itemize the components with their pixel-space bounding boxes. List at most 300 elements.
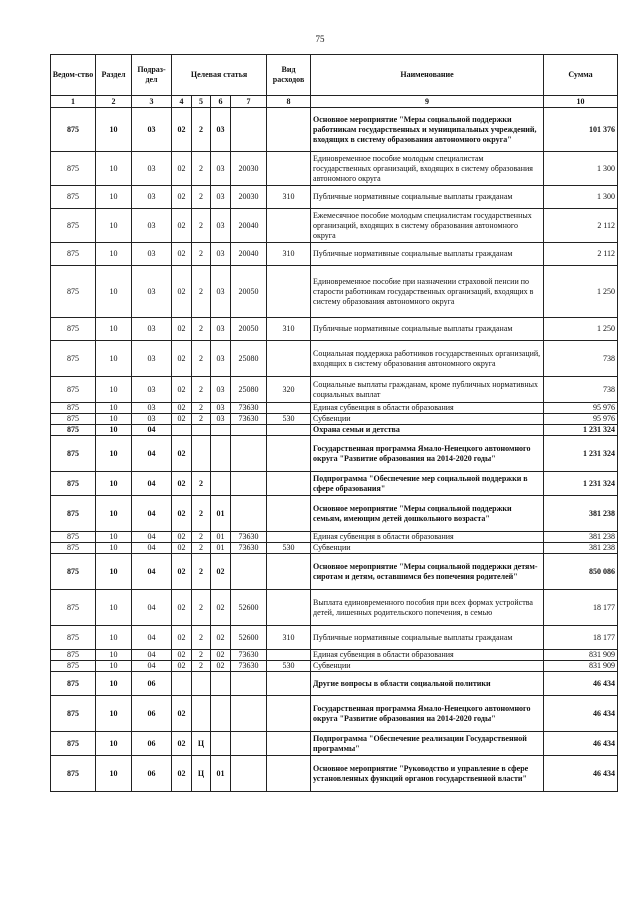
table-row (51, 318, 618, 341)
cell-target-event: 02 (211, 661, 231, 672)
cell-vid-raskhodov (267, 108, 311, 152)
cell-target-direction: 73630 (231, 543, 267, 554)
cell-target-program: 02 (172, 626, 192, 650)
col-number: 9 (311, 96, 544, 108)
cell-target-program (172, 425, 192, 436)
cell-razdel: 10 (96, 108, 132, 152)
table-row (51, 756, 618, 792)
cell-podrazdel: 03 (132, 152, 172, 186)
col-number: 3 (132, 96, 172, 108)
cell-naimenovanie: Подпрограмма "Обеспечение мер социальной поддержки в сфере образования" (311, 472, 544, 496)
cell-podrazdel: 04 (132, 472, 172, 496)
table-row (51, 186, 618, 209)
cell-target-subprogram: 2 (192, 590, 211, 626)
cell-target-direction: 73630 (231, 403, 267, 414)
cell-target-subprogram: 2 (192, 650, 211, 661)
cell-target-subprogram (192, 672, 211, 696)
cell-vid-raskhodov: 530 (267, 661, 311, 672)
table-row (51, 377, 618, 403)
cell-target-program: 02 (172, 696, 192, 732)
cell-target-subprogram: 2 (192, 496, 211, 532)
cell-target-subprogram: 2 (192, 377, 211, 403)
cell-vid-raskhodov: 310 (267, 318, 311, 341)
cell-naimenovanie: Подпрограмма "Обеспечение реализации Государственной программы" (311, 732, 544, 756)
cell-target-direction: 20030 (231, 186, 267, 209)
cell-summa: 1 250 (544, 266, 618, 318)
cell-vid-raskhodov (267, 590, 311, 626)
cell-vid-raskhodov (267, 756, 311, 792)
cell-summa: 46 434 (544, 756, 618, 792)
cell-summa: 1 231 324 (544, 425, 618, 436)
cell-target-event: 02 (211, 650, 231, 661)
cell-target-subprogram: 2 (192, 108, 211, 152)
cell-razdel: 10 (96, 472, 132, 496)
cell-summa: 1 300 (544, 152, 618, 186)
cell-target-direction: 25080 (231, 341, 267, 377)
cell-target-event: 02 (211, 626, 231, 650)
cell-podrazdel: 04 (132, 425, 172, 436)
cell-razdel: 10 (96, 661, 132, 672)
cell-target-direction: 52600 (231, 626, 267, 650)
cell-summa: 46 434 (544, 672, 618, 696)
cell-target-subprogram: 2 (192, 554, 211, 590)
col-number: 2 (96, 96, 132, 108)
cell-razdel: 10 (96, 318, 132, 341)
cell-target-program: 02 (172, 650, 192, 661)
cell-vedomstvo: 875 (51, 377, 96, 403)
cell-target-direction: 73630 (231, 661, 267, 672)
col-number: 8 (267, 96, 311, 108)
cell-target-subprogram: Ц (192, 756, 211, 792)
cell-podrazdel: 03 (132, 403, 172, 414)
cell-podrazdel: 03 (132, 318, 172, 341)
cell-vid-raskhodov (267, 152, 311, 186)
cell-razdel: 10 (96, 650, 132, 661)
cell-podrazdel: 04 (132, 436, 172, 472)
cell-vid-raskhodov (267, 554, 311, 590)
col-number: 6 (211, 96, 231, 108)
cell-target-direction (231, 732, 267, 756)
cell-summa: 2 112 (544, 243, 618, 266)
table-row (51, 543, 618, 554)
header-naimenovanie: Наименование (311, 55, 544, 96)
cell-naimenovanie: Основное мероприятие "Руководство и управление в сфере установленных функций органов государственной власти" (311, 756, 544, 792)
cell-target-program: 02 (172, 403, 192, 414)
cell-target-direction: 20050 (231, 318, 267, 341)
cell-target-event: 03 (211, 266, 231, 318)
cell-naimenovanie: Публичные нормативные социальные выплаты гражданам (311, 318, 544, 341)
cell-vedomstvo: 875 (51, 243, 96, 266)
table-row (51, 108, 618, 152)
cell-vid-raskhodov (267, 403, 311, 414)
cell-target-direction: 52600 (231, 590, 267, 626)
cell-naimenovanie: Единовременное пособие при назначении страховой пенсии по старости работникам государственных организаций, входящих в систему образования автономного округа (311, 266, 544, 318)
cell-summa: 738 (544, 377, 618, 403)
table-row (51, 554, 618, 590)
cell-target-event: 01 (211, 543, 231, 554)
cell-target-direction: 20030 (231, 152, 267, 186)
table-row (51, 650, 618, 661)
cell-podrazdel: 03 (132, 108, 172, 152)
cell-vedomstvo: 875 (51, 756, 96, 792)
header-celevaya-statya: Целевая статья (172, 55, 267, 96)
header-razdel: Раздел (96, 55, 132, 96)
cell-naimenovanie: Государственная программа Ямало-Ненецкого автономного округа "Развитие образования на 2014-2020 годы" (311, 436, 544, 472)
cell-podrazdel: 03 (132, 243, 172, 266)
cell-target-program: 02 (172, 108, 192, 152)
cell-vedomstvo: 875 (51, 626, 96, 650)
cell-podrazdel: 04 (132, 532, 172, 543)
table-row (51, 341, 618, 377)
table-row (51, 696, 618, 732)
cell-naimenovanie: Единая субвенция в области образования (311, 403, 544, 414)
cell-podrazdel: 04 (132, 590, 172, 626)
cell-razdel: 10 (96, 732, 132, 756)
cell-target-direction (231, 496, 267, 532)
cell-naimenovanie: Субвенции (311, 661, 544, 672)
cell-vid-raskhodov (267, 436, 311, 472)
cell-target-event: 03 (211, 209, 231, 243)
cell-target-event: 03 (211, 341, 231, 377)
cell-target-direction: 73630 (231, 650, 267, 661)
cell-vid-raskhodov (267, 650, 311, 661)
cell-summa: 18 177 (544, 590, 618, 626)
cell-target-direction: 20040 (231, 243, 267, 266)
cell-vid-raskhodov (267, 266, 311, 318)
cell-podrazdel: 06 (132, 696, 172, 732)
cell-vedomstvo: 875 (51, 732, 96, 756)
cell-target-program: 02 (172, 532, 192, 543)
cell-vedomstvo: 875 (51, 209, 96, 243)
cell-razdel: 10 (96, 756, 132, 792)
table-body (51, 108, 618, 792)
cell-summa: 1 231 324 (544, 436, 618, 472)
col-number: 4 (172, 96, 192, 108)
cell-podrazdel: 03 (132, 414, 172, 425)
table-row (51, 590, 618, 626)
cell-target-subprogram: 2 (192, 661, 211, 672)
cell-vedomstvo: 875 (51, 403, 96, 414)
cell-podrazdel: 04 (132, 650, 172, 661)
cell-naimenovanie: Субвенции (311, 414, 544, 425)
cell-vedomstvo: 875 (51, 318, 96, 341)
table-row (51, 425, 618, 436)
cell-target-direction (231, 436, 267, 472)
cell-razdel: 10 (96, 152, 132, 186)
cell-target-subprogram: 2 (192, 403, 211, 414)
cell-target-subprogram: 2 (192, 543, 211, 554)
cell-target-subprogram: 2 (192, 626, 211, 650)
cell-summa: 18 177 (544, 626, 618, 650)
cell-target-subprogram (192, 696, 211, 732)
column-number-row (51, 96, 618, 108)
cell-vedomstvo: 875 (51, 472, 96, 496)
cell-summa: 46 434 (544, 732, 618, 756)
cell-vedomstvo: 875 (51, 543, 96, 554)
header-podrazdel: Подраз-дел (132, 55, 172, 96)
cell-target-program: 02 (172, 661, 192, 672)
cell-target-direction (231, 472, 267, 496)
cell-target-subprogram: 2 (192, 472, 211, 496)
cell-vid-raskhodov: 310 (267, 243, 311, 266)
table-row (51, 532, 618, 543)
cell-target-direction (231, 756, 267, 792)
cell-summa: 1 250 (544, 318, 618, 341)
table-row (51, 496, 618, 532)
cell-target-direction: 73630 (231, 414, 267, 425)
cell-summa: 381 238 (544, 496, 618, 532)
cell-vedomstvo: 875 (51, 414, 96, 425)
cell-vid-raskhodov: 530 (267, 543, 311, 554)
cell-target-event: 03 (211, 318, 231, 341)
cell-summa: 46 434 (544, 696, 618, 732)
cell-target-program: 02 (172, 243, 192, 266)
cell-razdel: 10 (96, 496, 132, 532)
cell-summa: 381 238 (544, 543, 618, 554)
header-summa: Сумма (544, 55, 618, 96)
cell-target-event: 03 (211, 108, 231, 152)
cell-target-event (211, 472, 231, 496)
cell-target-program: 02 (172, 266, 192, 318)
cell-target-event: 03 (211, 377, 231, 403)
cell-target-program: 02 (172, 186, 192, 209)
cell-vid-raskhodov (267, 532, 311, 543)
table-row (51, 436, 618, 472)
cell-target-program: 02 (172, 472, 192, 496)
cell-razdel: 10 (96, 341, 132, 377)
cell-vid-raskhodov: 310 (267, 626, 311, 650)
cell-naimenovanie: Публичные нормативные социальные выплаты гражданам (311, 186, 544, 209)
cell-target-program (172, 672, 192, 696)
header-vedomstvo: Ведом-ство (51, 55, 96, 96)
cell-podrazdel: 03 (132, 377, 172, 403)
col-number: 5 (192, 96, 211, 108)
cell-target-program: 02 (172, 590, 192, 626)
cell-target-program: 02 (172, 543, 192, 554)
cell-target-subprogram (192, 425, 211, 436)
cell-target-event: 03 (211, 152, 231, 186)
cell-vedomstvo: 875 (51, 672, 96, 696)
cell-naimenovanie: Субвенции (311, 543, 544, 554)
cell-vedomstvo: 875 (51, 554, 96, 590)
cell-summa: 381 238 (544, 532, 618, 543)
cell-razdel: 10 (96, 626, 132, 650)
cell-target-program: 02 (172, 436, 192, 472)
cell-razdel: 10 (96, 425, 132, 436)
cell-target-event: 03 (211, 186, 231, 209)
cell-vedomstvo: 875 (51, 425, 96, 436)
table-row (51, 414, 618, 425)
cell-target-program: 02 (172, 377, 192, 403)
cell-summa: 95 976 (544, 403, 618, 414)
cell-summa: 850 086 (544, 554, 618, 590)
cell-target-subprogram: 2 (192, 243, 211, 266)
cell-target-event (211, 436, 231, 472)
col-number: 7 (231, 96, 267, 108)
table-row (51, 243, 618, 266)
cell-target-subprogram: 2 (192, 414, 211, 425)
cell-naimenovanie: Социальные выплаты гражданам, кроме публичных нормативных социальных выплат (311, 377, 544, 403)
cell-target-event: 02 (211, 554, 231, 590)
cell-vedomstvo: 875 (51, 532, 96, 543)
header-vid-raskhodov: Вид расходов (267, 55, 311, 96)
cell-razdel: 10 (96, 696, 132, 732)
cell-razdel: 10 (96, 243, 132, 266)
cell-vedomstvo: 875 (51, 696, 96, 732)
cell-vedomstvo: 875 (51, 650, 96, 661)
cell-target-subprogram: 2 (192, 152, 211, 186)
cell-vid-raskhodov (267, 672, 311, 696)
cell-vedomstvo: 875 (51, 496, 96, 532)
cell-target-event: 03 (211, 414, 231, 425)
cell-vedomstvo: 875 (51, 186, 96, 209)
cell-naimenovanie: Основное мероприятие "Меры социальной поддержки семьям, имеющим детей дошкольного возраста" (311, 496, 544, 532)
cell-target-subprogram: 2 (192, 341, 211, 377)
cell-podrazdel: 03 (132, 266, 172, 318)
cell-target-direction (231, 672, 267, 696)
table-row (51, 209, 618, 243)
cell-naimenovanie: Социальная поддержка работников государственных организаций, входящих в систему образования автономного округа (311, 341, 544, 377)
cell-vedomstvo: 875 (51, 152, 96, 186)
cell-target-subprogram: 2 (192, 318, 211, 341)
cell-razdel: 10 (96, 672, 132, 696)
cell-razdel: 10 (96, 377, 132, 403)
cell-vedomstvo: 875 (51, 341, 96, 377)
cell-podrazdel: 04 (132, 626, 172, 650)
cell-target-program: 02 (172, 152, 192, 186)
cell-podrazdel: 06 (132, 672, 172, 696)
cell-vid-raskhodov: 310 (267, 186, 311, 209)
cell-vid-raskhodov (267, 732, 311, 756)
table-row (51, 472, 618, 496)
cell-target-program: 02 (172, 318, 192, 341)
cell-target-direction: 20050 (231, 266, 267, 318)
cell-target-program: 02 (172, 414, 192, 425)
cell-target-event (211, 672, 231, 696)
cell-razdel: 10 (96, 209, 132, 243)
cell-podrazdel: 03 (132, 186, 172, 209)
cell-naimenovanie: Основное мероприятие "Меры социальной поддержки детям-сиротам и детям, оставшимся без попечения родителей" (311, 554, 544, 590)
cell-naimenovanie: Ежемесячное пособие молодым специалистам государственных организаций, входящих в систему образования автономного округа (311, 209, 544, 243)
cell-summa: 831 909 (544, 661, 618, 672)
cell-target-subprogram (192, 436, 211, 472)
cell-target-program: 02 (172, 756, 192, 792)
cell-naimenovanie: Единовременное пособие молодым специалистам государственных организаций, входящих в систему образования автономного округа (311, 152, 544, 186)
cell-target-event: 01 (211, 756, 231, 792)
cell-razdel: 10 (96, 266, 132, 318)
cell-summa: 738 (544, 341, 618, 377)
cell-target-program: 02 (172, 496, 192, 532)
cell-target-event (211, 696, 231, 732)
cell-target-event: 03 (211, 243, 231, 266)
cell-vedomstvo: 875 (51, 266, 96, 318)
cell-podrazdel: 06 (132, 756, 172, 792)
cell-summa: 1 300 (544, 186, 618, 209)
cell-podrazdel: 04 (132, 554, 172, 590)
col-number: 10 (544, 96, 618, 108)
cell-razdel: 10 (96, 543, 132, 554)
page-number: 75 (315, 34, 325, 44)
cell-summa: 1 231 324 (544, 472, 618, 496)
table-row (51, 732, 618, 756)
cell-target-subprogram: Ц (192, 732, 211, 756)
cell-vid-raskhodov (267, 696, 311, 732)
cell-podrazdel: 03 (132, 209, 172, 243)
table-row (51, 266, 618, 318)
cell-target-program: 02 (172, 732, 192, 756)
cell-summa: 831 909 (544, 650, 618, 661)
cell-target-event: 03 (211, 403, 231, 414)
cell-target-direction: 20040 (231, 209, 267, 243)
table-row (51, 152, 618, 186)
cell-target-direction (231, 108, 267, 152)
cell-razdel: 10 (96, 436, 132, 472)
cell-naimenovanie: Другие вопросы в области социальной политики (311, 672, 544, 696)
cell-target-subprogram: 2 (192, 209, 211, 243)
cell-vid-raskhodov: 530 (267, 414, 311, 425)
cell-vid-raskhodov (267, 209, 311, 243)
cell-target-subprogram: 2 (192, 186, 211, 209)
cell-target-program: 02 (172, 554, 192, 590)
cell-podrazdel: 04 (132, 496, 172, 532)
cell-vid-raskhodov (267, 341, 311, 377)
cell-podrazdel: 06 (132, 732, 172, 756)
cell-razdel: 10 (96, 414, 132, 425)
cell-vedomstvo: 875 (51, 661, 96, 672)
cell-podrazdel: 03 (132, 341, 172, 377)
cell-target-program: 02 (172, 209, 192, 243)
cell-target-subprogram: 2 (192, 532, 211, 543)
cell-naimenovanie: Публичные нормативные социальные выплаты гражданам (311, 626, 544, 650)
cell-vid-raskhodov (267, 425, 311, 436)
cell-razdel: 10 (96, 186, 132, 209)
table-row (51, 672, 618, 696)
cell-vedomstvo: 875 (51, 108, 96, 152)
cell-target-direction (231, 554, 267, 590)
cell-vid-raskhodov: 320 (267, 377, 311, 403)
cell-razdel: 10 (96, 590, 132, 626)
cell-summa: 2 112 (544, 209, 618, 243)
cell-target-event (211, 732, 231, 756)
cell-target-event: 01 (211, 496, 231, 532)
cell-target-subprogram: 2 (192, 266, 211, 318)
col-number: 1 (51, 96, 96, 108)
cell-target-event: 02 (211, 590, 231, 626)
cell-naimenovanie: Охрана семьи и детства (311, 425, 544, 436)
cell-podrazdel: 04 (132, 543, 172, 554)
table-row (51, 626, 618, 650)
cell-razdel: 10 (96, 403, 132, 414)
cell-target-event: 01 (211, 532, 231, 543)
cell-target-program: 02 (172, 341, 192, 377)
table-row (51, 403, 618, 414)
cell-naimenovanie: Основное мероприятие "Меры социальной поддержки работникам государственных и муниципальных учреждений, входящих в систему образования автономного округа" (311, 108, 544, 152)
cell-naimenovanie: Единая субвенция в области образования (311, 650, 544, 661)
cell-razdel: 10 (96, 554, 132, 590)
cell-vedomstvo: 875 (51, 436, 96, 472)
cell-naimenovanie: Единая субвенция в области образования (311, 532, 544, 543)
cell-summa: 95 976 (544, 414, 618, 425)
cell-target-event (211, 425, 231, 436)
cell-vedomstvo: 875 (51, 590, 96, 626)
cell-naimenovanie: Публичные нормативные социальные выплаты гражданам (311, 243, 544, 266)
cell-vid-raskhodov (267, 496, 311, 532)
budget-table (50, 54, 618, 792)
table-row (51, 661, 618, 672)
cell-podrazdel: 04 (132, 661, 172, 672)
cell-summa: 101 376 (544, 108, 618, 152)
cell-vid-raskhodov (267, 472, 311, 496)
